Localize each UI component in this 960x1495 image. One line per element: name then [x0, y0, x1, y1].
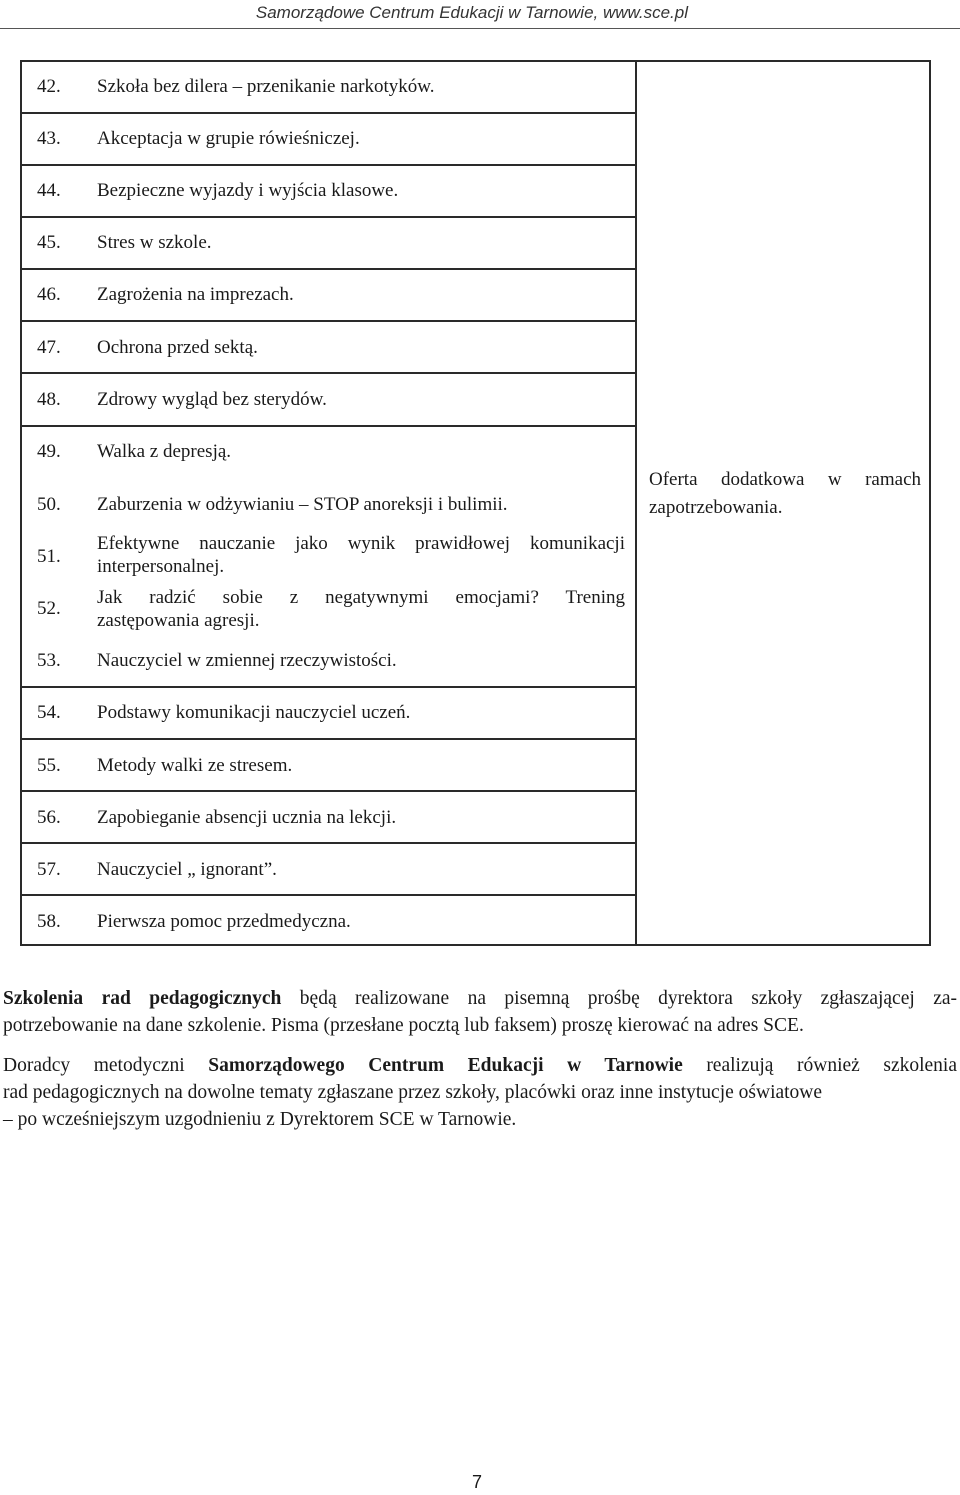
table-row-line	[20, 425, 637, 427]
paragraph-line	[3, 1052, 957, 1079]
offer-note	[649, 466, 921, 522]
table-row-line	[20, 372, 637, 374]
table-row-line	[20, 268, 637, 270]
row-topic: Nauczyciel w zmiennej rzeczywistości.	[97, 650, 397, 671]
paragraph-text: Doradcy metodyczni	[3, 1055, 209, 1076]
paragraph-line: potrzebowanie na dane szkolenie. Pisma (przesłane pocztą lub faksem) proszę kierować na adres SCE.	[3, 1015, 804, 1036]
bold-institution-name: Samorządowego Centrum Edukacji w Tarnowie	[208, 1055, 683, 1076]
row-number: 46.	[37, 284, 61, 305]
row-topic: Pierwsza pomoc przedmedyczna.	[97, 911, 351, 932]
row-topic: Walka z depresją.	[97, 441, 232, 462]
row-number: 56.	[37, 807, 61, 828]
table-row-line	[20, 738, 637, 740]
table-row-line	[20, 686, 637, 688]
row-topic: Podstawy komunikacji nauczyciel uczeń.	[97, 702, 411, 723]
offer-note-line: Oferta dodatkowa w ramach	[649, 469, 921, 490]
paragraph-text: będą realizowane na pisemną prośbę dyrektora szkoły zgłaszającej za-	[281, 988, 957, 1009]
row-topic: Zagrożenia na imprezach.	[97, 284, 294, 305]
row-number: 44.	[37, 180, 61, 201]
row-topic-line: interpersonalnej.	[97, 556, 225, 577]
table-row-line	[20, 112, 637, 114]
row-topic: Metody walki ze stresem.	[97, 755, 293, 776]
row-topic: Zapobieganie absencji ucznia na lekcji.	[97, 807, 397, 828]
table-column-divider	[635, 60, 637, 946]
paragraph-line	[3, 985, 957, 1012]
row-number: 49.	[37, 441, 61, 462]
page-header: Samorządowe Centrum Edukacji w Tarnowie, www.sce.pl	[255, 3, 688, 22]
header-rule	[0, 28, 960, 29]
page-number: 7	[472, 1472, 483, 1492]
row-topic-line: Efektywne nauczanie jako wynik prawidłowej komunikacji	[97, 533, 625, 554]
paragraph-text: realizują również szkolenia	[682, 1055, 957, 1076]
row-number: 51.	[37, 546, 61, 567]
row-number: 55.	[37, 755, 61, 776]
row-topic: Bezpieczne wyjazdy i wyjścia klasowe.	[97, 180, 399, 201]
table-row-line	[20, 894, 637, 896]
row-number: 47.	[37, 337, 61, 358]
paragraph-line: – po wcześniejszym uzgodnieniu z Dyrektorem SCE w Tarnowie.	[3, 1109, 517, 1130]
table-row-line	[20, 164, 637, 166]
paragraph-line: rad pedagogicznych na dowolne tematy zgłaszane przez szkoły, placówki oraz inne instytucje oświatowe	[3, 1082, 823, 1103]
paragraph-training-requests	[3, 985, 957, 1039]
table-row-line	[20, 842, 637, 844]
row-number: 48.	[37, 389, 61, 410]
row-topic	[97, 586, 625, 632]
row-topic: Nauczyciel „ ignorant”.	[97, 859, 277, 880]
row-topic-line: Jak radzić sobie z negatywnymi emocjami? Trening	[97, 587, 625, 608]
bold-lead: Szkolenia rad pedagogicznych	[3, 988, 282, 1009]
row-topic: Ochrona przed sektą.	[97, 337, 258, 358]
row-topic: Szkoła bez dilera – przenikanie narkotyków.	[97, 76, 435, 97]
paragraph-advisors	[3, 1052, 957, 1133]
table-row-line	[20, 216, 637, 218]
row-number: 43.	[37, 128, 61, 149]
row-topic: Stres w szkole.	[97, 232, 212, 253]
row-number: 58.	[37, 911, 61, 932]
row-topic-line: zastępowania agresji.	[97, 610, 260, 631]
row-topic	[97, 532, 625, 578]
row-topic: Akceptacja w grupie rówieśniczej.	[97, 128, 360, 149]
row-number: 45.	[37, 232, 61, 253]
row-topic: Zaburzenia w odżywianiu – STOP anoreksji i bulimii.	[97, 494, 508, 515]
row-number: 50.	[37, 494, 61, 515]
row-number: 42.	[37, 76, 61, 97]
row-number: 53.	[37, 650, 61, 671]
offer-note-line: zapotrzebowania.	[649, 497, 783, 518]
row-number: 54.	[37, 702, 61, 723]
row-number: 57.	[37, 859, 61, 880]
row-number: 52.	[37, 598, 61, 619]
row-topic: Zdrowy wygląd bez sterydów.	[97, 389, 327, 410]
table-row-line	[20, 790, 637, 792]
table-row-line	[20, 320, 637, 322]
